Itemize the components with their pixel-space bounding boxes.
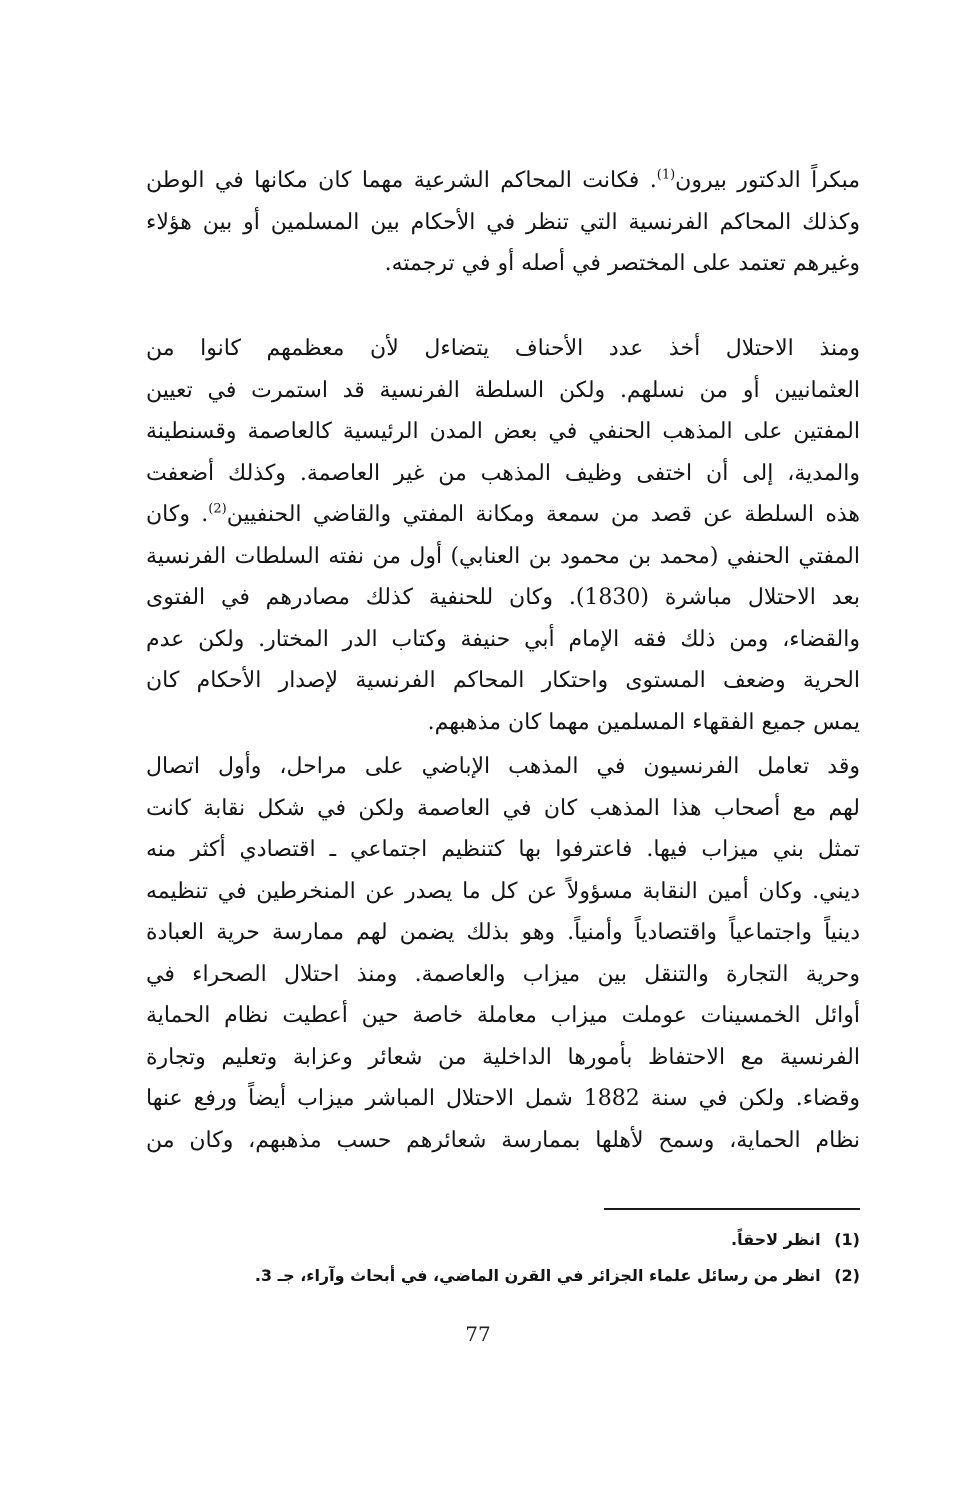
- footnotes: [146, 1222, 860, 1294]
- footnote-number: (2): [834, 1266, 860, 1285]
- footnote-text: انظر من رسائل علماء الجزائر في القرن الماضي، في أبحاث وآراء، جـ 3.: [254, 1266, 821, 1285]
- text-line: وغيرهم تعتمد على المختصر في أصله أو في ترجمته.: [384, 251, 860, 276]
- text-line: وحرية التجارة والتنقل بين ميزاب والعاصمة. ومنذ احتلال الصحراء في: [146, 961, 860, 987]
- text-line: الحرية وضعف المستوى واحتكار المحاكم الفرنسية لإصدار الأحكام كان: [146, 668, 860, 693]
- text-line: نظام الحماية، وسمح لأهلها بممارسة شعائرهم حسب مذهبهم، وكان من: [146, 1127, 860, 1153]
- text-line: دينياً واجتماعياً واقتصادياً وأمنياً. وهو بذلك يضمن لهم ممارسة حرية العبادة: [146, 920, 860, 945]
- text-line: أوائل الخمسينات عوملت ميزاب معاملة خاصة حين أعطيت نظام الحماية: [146, 1003, 860, 1028]
- text-line: مبكراً الدكتور بيرون$^{(1)}$. فكانت المحاكم الشرعية مهما كان مكانها في الوطن: [146, 167, 860, 193]
- text-line: الفرنسية مع الاحتفاظ بأمورها الداخلية من شعائر وعزابة وتعليم وتجارة: [146, 1044, 860, 1070]
- text-line: المفتي الحنفي (محمد بن محمود بن العنابي) أول من نفته السلطات الفرنسية: [146, 543, 860, 569]
- text-line: العثمانيين أو من نسلهم. ولكن السلطة الفرنسية قد استمرت في تعيين: [146, 377, 860, 403]
- text-line: ديني. وكان أمين النقابة مسؤولاً عن كل ما يصدر عن المنخرطين في تنظيمه: [146, 878, 860, 904]
- footnote-marker: (1): [656, 167, 676, 183]
- text-line: ومنذ الاحتلال أخذ عدد الأحناف يتضاءل لأن معظمهم كانوا من: [146, 336, 860, 361]
- text-line: يمس جميع الفقهاء المسلمين مهما كان مذهبهم.: [427, 709, 860, 735]
- text-line: والمدية، إلى أن اختفى وظيف المذهب من غير العاصمة. وكذلك أضعفت: [146, 460, 860, 486]
- text-line: بعد الاحتلال مباشرة (1830). وكان للحنفية كذلك مصادرهم في الفتوى: [146, 585, 860, 610]
- footnote-text: انظر لاحقاً.: [731, 1230, 821, 1249]
- text-line: المفتين على المذهب الحنفي في بعض المدن الرئيسية كالعاصمة وقسنطينة: [146, 419, 860, 444]
- text-line: وقد تعامل الفرنسيون في المذهب الإباضي على مراحل، وأول اتصال: [146, 754, 860, 779]
- footnote-number: (1): [834, 1230, 860, 1249]
- paragraph-1: [146, 160, 860, 285]
- footnote-1: [146, 1222, 860, 1258]
- text-line: والقضاء، ومن ذلك فقه الإمام أبي حنيفة وكتاب الدر المختار. ولكن عدم: [146, 626, 860, 652]
- text-line: هذه السلطة عن قصد من سمعة ومكانة المفتي والقاضي الحنفيين$^{(2)}$. وكان: [146, 501, 860, 527]
- footnote-separator: [604, 1208, 860, 1210]
- text-line: وقضاء. ولكن في سنة 1882 شمل الاحتلال المباشر ميزاب أيضاً ورفع عنها: [146, 1086, 860, 1111]
- page-number: 77: [465, 1322, 491, 1346]
- paragraph-2: [146, 328, 860, 743]
- text-line: وكذلك المحاكم الفرنسية التي تنظر في الأحكام بين المسلمين أو بين هؤلاء: [146, 209, 860, 235]
- text-line: تمثل بني ميزاب فيها. فاعترفوا بها كتنظيم اجتماعي ـ اقتصادي أكثر منه: [146, 837, 860, 862]
- text-line: لهم مع أصحاب هذا المذهب كان في العاصمة ولكن في شكل نقابة كانت: [146, 795, 860, 821]
- paragraph-3: [146, 746, 860, 1161]
- footnote-2: [146, 1258, 860, 1294]
- footnote-marker: (2): [208, 501, 227, 517]
